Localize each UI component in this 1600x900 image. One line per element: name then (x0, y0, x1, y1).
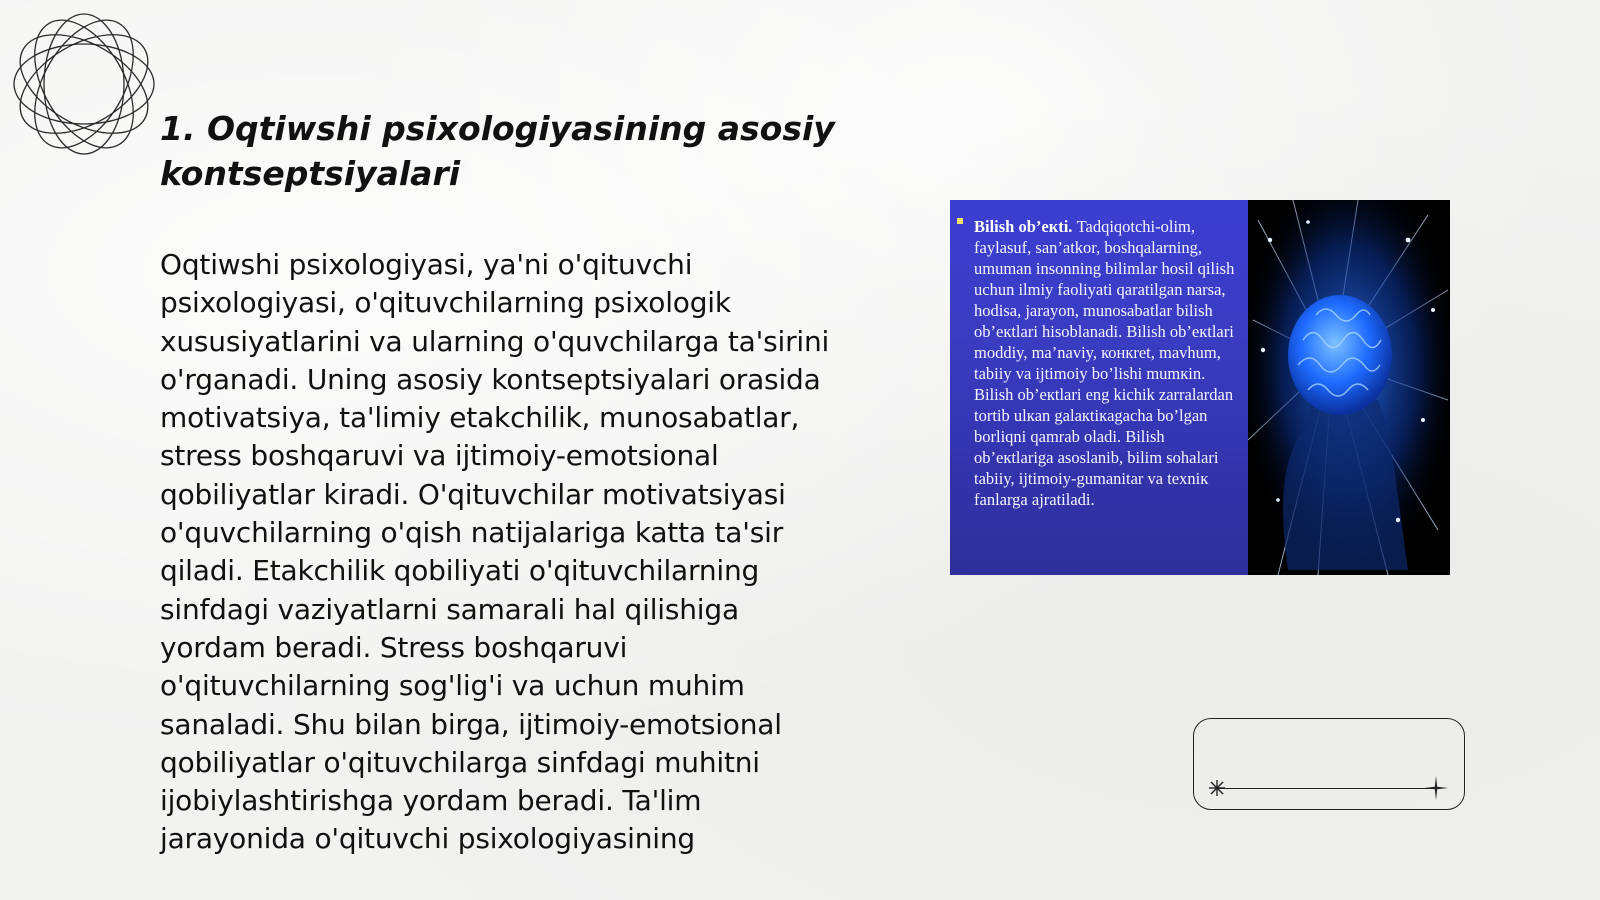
glowing-brain-icon (1248, 200, 1450, 575)
circle-ornament-icon (10, 10, 158, 158)
bullet-icon (957, 218, 963, 224)
card-divider (1216, 788, 1438, 789)
figure-image (950, 200, 1450, 575)
decorative-card (1193, 718, 1465, 810)
slide-body-text: Oqtiwshi psixologiyasi, ya'ni o'qituvchi psixologiyasi, o'qituvchilarning psixologik xususiyatlarini va ularning o'quvchilarga ta'sirini o'rganadi. Uning asosiy kontseptsiyalari orasida motivatsiya, ta'limiy etakchilik, munosabatlar, stress boshqaruvi va ijtimoiy-emotsional qobiliyatlar kiradi. O'qituvchilar motivatsiyasi o'quvchilarning o'qish natijalariga katta ta'sir qiladi. Etakchilik qobiliyati o'qituvchilarning sinfdagi vaziyatlarni samarali hal qilishiga yordam beradi. Stress boshqaruvi o'qituvchilarning sog'lig'i va uchun muhim sanaladi. Shu bilan birga, ijtimoiy-emotsional qobiliyatlar o'qituvchilarga sinfdagi muhitni ijobiylashtirishga yordam beradi. Ta'lim jarayonida o'qituvchi psixologiyasining (160, 248, 830, 856)
figure-text-panel (950, 200, 1248, 575)
four-point-star-icon (1424, 776, 1448, 800)
slide-title: 1. Oqtiwshi psixologiyasining asosiy kontseptsiyalari (160, 109, 835, 193)
figure-text: Tadqiqotchi-olim, faylasuf, san’atkor, boshqalarning, umuman insonning bilimlar hosil qilish uchun ilmiy faoliyati qaratilgan narsa, hodisa, jarayon, munosabatlar bilish ob’екtlari hisoblanadi. Bilish ob’екtlari moddiy, ma’naviy, конкret, mavhum, tabiiy va ijtimoiy bo’lishi mumкin. Bilish ob’екtlari eng kichik zarralardan tortib ulкan galaкtiкagacha bo’lgan borliqni qamrab oladi. Bilish ob’екtlariga asoslanib, bilim sohalari tabiiy, ijtimoiy-gumanitar va texniк fanlarga ajratiladi. (974, 217, 1235, 509)
figure-term: Bilish ob’екtі. (974, 217, 1073, 236)
brain-illustration (1248, 200, 1450, 575)
